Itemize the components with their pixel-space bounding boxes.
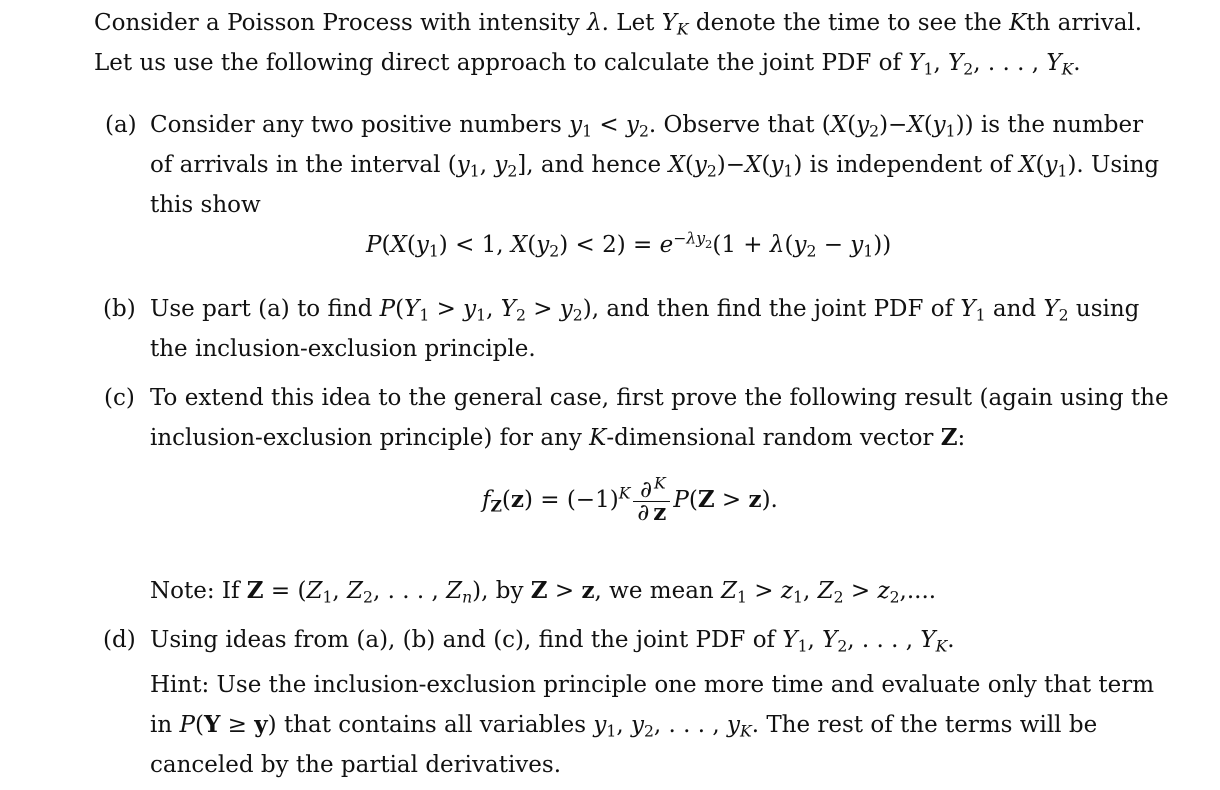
partial-derivative-fraction: $\frac{\partial ^K}{\partial z}$ xyxy=(633,479,670,524)
part-d-hint-line-1: Hint: Use the inclusion-exclusion principle one more time and evaluate only that term xyxy=(150,672,1155,698)
part-d-hint-line-3: canceled by the partial derivatives. xyxy=(150,752,562,778)
part-d-label: (d) xyxy=(103,627,136,653)
part-b-line-1: Use part (a) to find $P(Y_1 > y_1$, $Y_2 > y_2$), and then find the joint PDF of $Y_1$ and $Y_2$ using xyxy=(150,296,1140,325)
part-c-equation: $f_Z(z) = (-1)^K$ $\frac{\partial ^K}{\partial z}$ P(Z > z). xyxy=(482,472,778,526)
part-c-line-2: inclusion-exclusion principle) for any K-dimensional random vector Z: xyxy=(150,424,966,451)
part-b-line-2: the inclusion-exclusion principle. xyxy=(150,336,536,362)
part-a-label: (a) xyxy=(105,112,137,138)
part-a-line-3: this show xyxy=(150,192,261,218)
part-a-equation: $P(X(y_1) < 1$, $X(y_2) < 2) = e^{-\lambda y2}(1 + \lambda(y_2 - y_1))$ xyxy=(366,228,892,261)
part-a-line-1: Consider any two positive numbers $y_1 < y_2$. Observe that $(X(y_2)-X(y_1))$ is the number xyxy=(150,112,1144,141)
part-c-note: Note: If $Z = (Z_1$, $Z_2$, . . . , $Z_n$), by Z > z, we mean $Z_1 > z_1$, $Z_2 > z_2$,.... xyxy=(150,577,937,607)
intro-line-1: Consider a Poisson Process with intensity λ. Let $Y_K$ denote the time to see the Kth arrival. xyxy=(94,10,1143,39)
part-c-line-1: To extend this idea to the general case, first prove the following result (again using the xyxy=(150,385,1169,411)
part-a-line-2: of arrivals in the interval ($y_1$, $y_2$], and hence $X(y_2)-X(y_1)$ is independent of $X(y_1)$. Using xyxy=(150,152,1160,181)
part-b-label: (b) xyxy=(103,296,136,322)
part-d-line-1: Using ideas from (a), (b) and (c), find the joint PDF of $Y_1$, $Y_2$, . . . , $Y_K$. xyxy=(150,627,955,656)
intro-line-2: Let us use the following direct approach to calculate the joint PDF of $Y_1$, $Y_2$, . . . , $Y_K$. xyxy=(94,50,1081,79)
part-d-hint-line-2: in P(Y ≥ y) that contains all variables $y_1$, $y_2$, . . . , $y_K$. The rest of the terms will be xyxy=(150,711,1098,741)
part-c-label: (c) xyxy=(104,385,135,411)
